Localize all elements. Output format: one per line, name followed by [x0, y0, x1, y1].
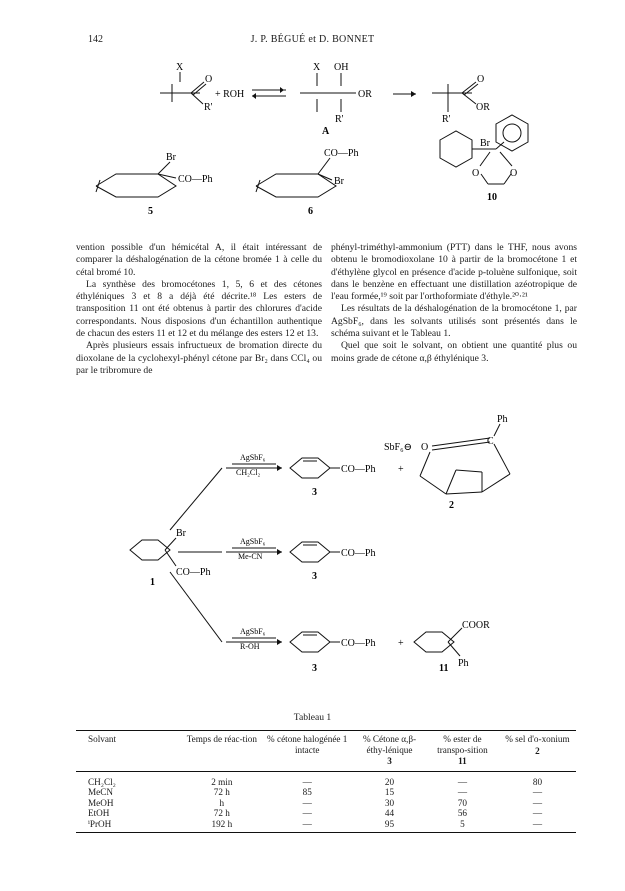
cell-solvent: MeCN	[88, 787, 114, 797]
reagent-label: AgSbF₆	[240, 627, 266, 636]
column-header	[182, 731, 261, 772]
ph-label-11: Ph	[458, 658, 469, 669]
running-title: J. P. BÉGUÉ et D. BONNET	[250, 34, 375, 45]
cell-value: —	[499, 819, 576, 833]
compound-label-2: 2	[449, 500, 454, 511]
cell-solvent: MeOH	[88, 797, 114, 808]
ph-label-2: Ph	[497, 414, 508, 425]
column-header-text: Solvant	[88, 734, 117, 744]
table-header-row	[76, 731, 576, 772]
co-ph-label-3a: CO—Ph	[341, 464, 376, 475]
cell-value: —	[302, 797, 312, 808]
c-label: C	[487, 436, 494, 447]
br-label-1: Br	[176, 528, 186, 539]
cell-value: —	[261, 819, 353, 833]
reagent-label: AgSbF₆	[240, 537, 266, 546]
oxonium-o-label: O	[421, 442, 429, 453]
column-header-text: % sel d'o-xonium	[505, 734, 570, 744]
co-ph-label-1: CO—Ph	[176, 567, 211, 578]
column-header-text: % cétone halogénée 1 intacte	[267, 734, 348, 755]
coor-label: COOR	[462, 620, 490, 631]
equilibrium-arrow-tail	[252, 93, 256, 99]
compound-label-3b: 3	[312, 571, 317, 582]
compound-label-10: 10	[487, 192, 497, 203]
arrow-head	[277, 639, 282, 645]
br-label-5: Br	[166, 152, 176, 163]
reaction-arrow-head	[411, 91, 416, 97]
column-header	[426, 731, 499, 772]
r-prime-label-a: R'	[335, 114, 344, 125]
table-row	[76, 819, 576, 833]
plus-sign: +	[398, 464, 404, 475]
arrow-head	[277, 465, 282, 471]
cell-value: 85	[302, 787, 312, 797]
compound-label-5: 5	[148, 206, 153, 217]
paragraph: Après plusieurs essais infructueux de bromation directe du dioxolane de la cyclohexyl-phényl cétone par Br₂ dans CCl₄ ou par le tribromure de	[76, 340, 322, 376]
cell-solvent: CH₂Cl₂	[88, 776, 116, 787]
table-row	[76, 798, 576, 809]
cell-value: 20	[384, 776, 395, 787]
co-ph-label-3c: CO—Ph	[341, 638, 376, 649]
table-row	[76, 787, 576, 798]
cell-time: 72 h	[213, 808, 230, 818]
co-ph-label-3b: CO—Ph	[341, 548, 376, 559]
cell-value: 30	[384, 797, 395, 808]
paragraph: La synthèse des bromocétones 1, 5, 6 et des cétones éthyléniques 3 et 8 a déjà été décrite.¹⁸ Les esters de transposition 11 ont été obtenus à partir des chlorures d'acide correspondants. Nous disposions d'un échantillon authentique de chacun des esters 11 et 12 et du mélange des esters 12 et 13.	[76, 278, 322, 340]
column-header	[353, 731, 426, 772]
column-header-text: % Cétone α,β-éthy-lénique	[362, 734, 417, 755]
reagent-label: AgSbF₆	[240, 453, 266, 462]
sbf6-label: SbF₆⊖	[384, 442, 412, 453]
cell-value: —	[457, 787, 468, 797]
r-prime-label: R'	[204, 102, 213, 113]
compound-label-1: 1	[150, 577, 155, 588]
cell-solvent: EtOH	[88, 808, 110, 818]
o-label: O	[205, 74, 213, 85]
column-header-text: % ester de transpo-sition	[437, 734, 488, 755]
br-label-10: Br	[480, 138, 490, 149]
cell-time: 192 h	[182, 819, 261, 833]
cyclohexane-ring-1	[130, 540, 170, 560]
r-prime-label-ester: R'	[442, 114, 451, 125]
cell-time: 72 h	[213, 787, 230, 797]
x-label-a: X	[313, 62, 321, 73]
paragraph: phényl-triméthyl-ammonium (PTT) dans le THF, nous avons obtenu le bromodioxolane 10 à partir de la bromocétone 1 et d'éthylène glycol en présence d'acide p-toluène sulfonique, soit dans le benzène en effectuant une distillation azéotropique de l'eau formée,¹⁹ soit par l'orthoformiate d'éthyle.²⁰·²¹	[331, 242, 577, 303]
compound-label-3a: 3	[312, 487, 317, 498]
cell-value: 15	[384, 787, 395, 797]
paragraph: Les résultats de la déshalogénation de la bromocétone 1, par AgSbF₆, dans les solvants utilisés sont présentés dans le schéma suivant et le Tableau 1.	[331, 303, 577, 340]
oh-label: OH	[334, 62, 349, 73]
text-column-left	[76, 242, 322, 377]
cell-value: 95	[353, 819, 426, 833]
cell-value: 44	[384, 808, 395, 818]
column-header-text: Temps de réac-tion	[186, 734, 257, 744]
cell-value: 80	[532, 776, 543, 787]
table-caption: Tableau 1	[293, 712, 332, 723]
compound-label-3c: 3	[312, 663, 317, 674]
column-header	[499, 731, 576, 772]
co-ph-label-6: CO—Ph	[324, 148, 359, 159]
cell-time: h	[219, 797, 225, 808]
compound-label-11: 11	[439, 663, 449, 674]
text-column-right	[331, 242, 577, 365]
or-label-ester: OR	[476, 102, 490, 113]
o-label-10b: O	[510, 168, 518, 179]
o-label-ester: O	[477, 74, 485, 85]
br-label-6: Br	[334, 176, 344, 187]
compound-label-6: 6	[308, 206, 313, 217]
arrow-head	[277, 549, 282, 555]
cell-time: 2 min	[211, 776, 233, 787]
reaction-scheme	[0, 380, 625, 700]
table-row	[76, 771, 576, 787]
cell-value: —	[532, 797, 543, 808]
compound-number: 3	[387, 756, 392, 766]
cell-value: —	[457, 776, 468, 787]
compound-label-A: A	[322, 126, 330, 137]
solvent-label-roh: R-OH	[240, 642, 260, 651]
compound-number: 11	[458, 756, 467, 766]
cell-value: 56	[457, 808, 468, 818]
co-ph-label-5: CO—Ph	[178, 174, 213, 185]
x-label: X	[176, 62, 184, 73]
table-row	[76, 808, 576, 819]
results-table	[76, 730, 576, 833]
scheme-hemiketal	[0, 0, 625, 240]
cell-value: 5	[426, 819, 499, 833]
cell-value: —	[302, 776, 312, 787]
solvent-label-mecn: Me-CN	[238, 552, 263, 561]
cell-value: 70	[457, 797, 468, 808]
plus-sign: +	[398, 638, 404, 649]
cell-value: —	[532, 808, 543, 818]
cell-solvent: ⁱPrOH	[76, 819, 182, 833]
cell-value: —	[302, 808, 312, 818]
o-label-10a: O	[472, 168, 480, 179]
column-header	[261, 731, 353, 772]
solvent-label-ch2cl2: CH₂Cl₂	[236, 468, 261, 477]
cell-value: —	[532, 787, 543, 797]
or-label: OR	[358, 89, 372, 100]
column-header	[76, 731, 182, 772]
paragraph: Quel que soit le solvant, on obtient une quantité plus ou moins grade de cétone α,β éthylénique 3.	[331, 340, 577, 364]
paragraph: vention possible d'un hémicétal A, il était intéressant de comparer la déshalogénation de la cétone bromée 1 à celle du cétal bromé 10.	[76, 242, 322, 278]
page-number: 142	[88, 34, 103, 45]
equilibrium-arrow-head	[280, 87, 284, 93]
compound-number: 2	[535, 745, 540, 756]
plus-roh: + ROH	[215, 89, 245, 100]
